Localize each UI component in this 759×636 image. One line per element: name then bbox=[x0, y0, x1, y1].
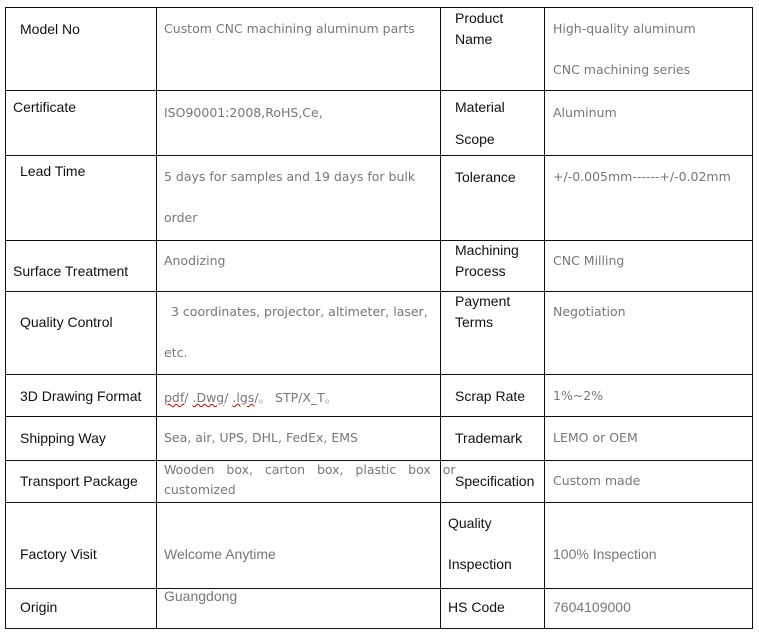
value-part: pdf bbox=[164, 390, 185, 405]
value-specification: Custom made bbox=[553, 473, 641, 488]
label-material-1: Material bbox=[455, 99, 505, 115]
value-tolerance: +/-0.005mm------+/-0.02mm bbox=[553, 169, 731, 184]
value-part: .lgs bbox=[232, 390, 255, 405]
value-quality-control-1: 3 coordinates, projector, altimeter, laser, bbox=[171, 304, 428, 319]
value-transport-package-1: Wooden box, carton box, plastic box or bbox=[164, 462, 456, 477]
value-product-name-2: CNC machining series bbox=[553, 62, 691, 77]
value-model-no: Custom CNC machining aluminum parts bbox=[164, 21, 415, 36]
value-part: .Dwg bbox=[192, 390, 225, 405]
value-surface-treatment: Anodizing bbox=[164, 253, 226, 268]
value-quality-inspection: 100% Inspection bbox=[553, 546, 657, 562]
label-factory-visit: Factory Visit bbox=[20, 546, 97, 562]
label-product-name-2: Name bbox=[455, 31, 493, 47]
label-quality-inspection-2: Inspection bbox=[448, 556, 512, 572]
value-factory-visit: Welcome Anytime bbox=[164, 546, 276, 562]
value-material: Aluminum bbox=[553, 105, 617, 120]
value-payment: Negotiation bbox=[553, 304, 626, 319]
label-origin: Origin bbox=[20, 599, 58, 615]
value-machining: CNC Milling bbox=[553, 253, 625, 268]
value-transport-package-2: customized bbox=[164, 482, 236, 497]
label-hs-code: HS Code bbox=[448, 599, 505, 615]
label-specification: Specification bbox=[455, 473, 535, 489]
value-part: / bbox=[184, 390, 193, 405]
label-lead-time: Lead Time bbox=[20, 163, 86, 179]
value-part: /。 STP/X_T。 bbox=[254, 390, 338, 405]
label-trademark: Trademark bbox=[455, 430, 523, 446]
value-shipping-way: Sea, air, UPS, DHL, FedEx, EMS bbox=[164, 430, 358, 445]
value-product-name-1: High-quality aluminum bbox=[553, 21, 696, 36]
value-origin: Guangdong bbox=[164, 588, 238, 604]
label-transport-package: Transport Package bbox=[20, 473, 138, 489]
label-surface-treatment: Surface Treatment bbox=[13, 263, 129, 279]
label-certificate: Certificate bbox=[13, 99, 77, 115]
label-model-no: Model No bbox=[20, 21, 80, 37]
value-lead-time-1: 5 days for samples and 19 days for bulk bbox=[164, 169, 416, 184]
value-hs-code: 7604109000 bbox=[553, 599, 631, 615]
label-product-name-1: Product bbox=[455, 10, 504, 26]
value-lead-time-2: order bbox=[164, 210, 198, 225]
label-payment-1: Payment bbox=[455, 293, 511, 309]
value-drawing-format bbox=[164, 388, 337, 406]
label-quality-inspection-1: Quality bbox=[448, 515, 492, 531]
label-payment-2: Terms bbox=[455, 314, 494, 330]
label-quality-control: Quality Control bbox=[20, 314, 113, 330]
value-certificate: ISO90001:2008,RoHS,Ce, bbox=[164, 105, 323, 120]
value-scrap-rate: 1%~2% bbox=[553, 388, 604, 403]
value-part: / bbox=[224, 390, 233, 405]
label-machining-2: Process bbox=[455, 263, 506, 279]
label-shipping-way: Shipping Way bbox=[20, 430, 106, 446]
label-drawing-format: 3D Drawing Format bbox=[20, 388, 142, 404]
label-machining-1: Machining bbox=[455, 242, 519, 258]
value-trademark: LEMO or OEM bbox=[553, 430, 638, 445]
label-scrap-rate: Scrap Rate bbox=[455, 388, 526, 404]
label-tolerance: Tolerance bbox=[455, 169, 516, 185]
label-material-2: Scope bbox=[455, 131, 495, 147]
value-quality-control-2: etc. bbox=[164, 345, 188, 360]
